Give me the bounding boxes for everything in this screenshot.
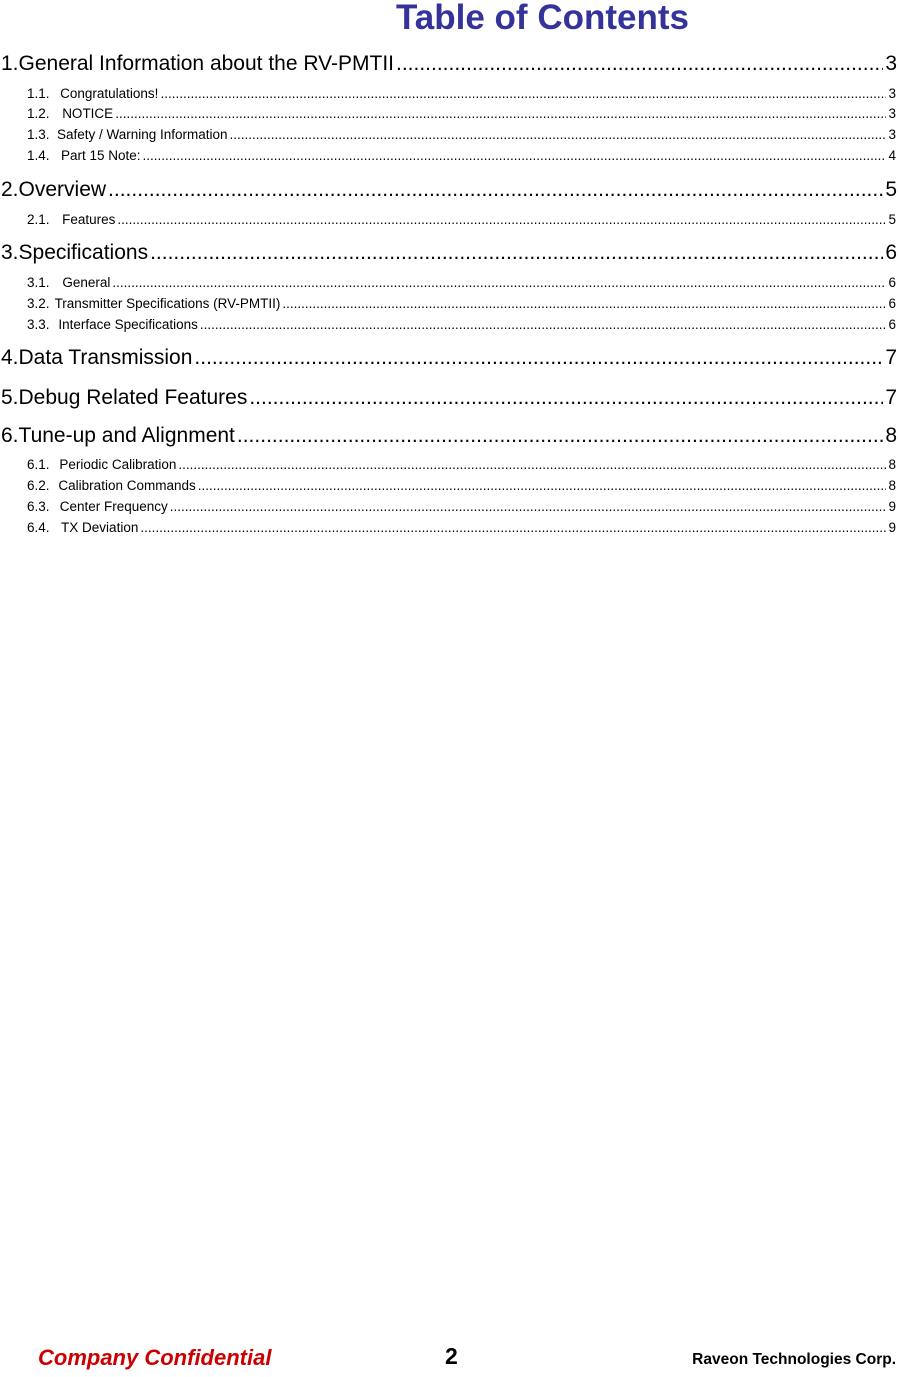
toc-entry-3[interactable]: [0, 241, 897, 267]
toc-entry-label: TX Deviation: [61, 520, 139, 535]
dot-leader: [117, 212, 886, 227]
toc-entry-page: 8: [885, 424, 897, 447]
dot-leader: [396, 52, 883, 76]
dot-leader: [230, 127, 887, 142]
toc-entry-6-3[interactable]: [27, 499, 896, 515]
toc-entry-label: Part 15 Note:: [60, 148, 141, 163]
confidential-notice: Company Confidential: [38, 1345, 272, 1370]
dot-leader: [112, 275, 886, 290]
dot-leader: [170, 499, 887, 514]
toc-entry-4[interactable]: [0, 346, 897, 372]
toc-entry-6-2[interactable]: [27, 478, 896, 494]
toc-entry-number: 2.: [1, 178, 19, 201]
toc-entry-1-1[interactable]: [27, 86, 896, 102]
toc-entry-label: Specifications: [18, 241, 149, 264]
toc-entry-number: 6.3.: [27, 499, 50, 514]
toc-entry-page: 9: [888, 520, 896, 535]
toc-entry-page: 3: [888, 86, 896, 101]
toc-entry-number: 6.4.: [27, 520, 50, 535]
toc-entry-number: 3.2.: [27, 296, 50, 311]
toc-entry-page: 5: [888, 212, 896, 227]
page-title: Table of Contents: [396, 0, 689, 37]
company-name: Raveon Technologies Corp.: [692, 1351, 896, 1368]
dot-leader: [140, 520, 886, 535]
toc-entry-page: 3: [888, 127, 896, 142]
toc-entry-page: 7: [885, 386, 897, 409]
toc-entry-number: 2.1.: [27, 212, 50, 227]
toc-entry-page: 6: [888, 317, 896, 332]
toc-entry-number: 3.1.: [27, 275, 50, 290]
toc-entry-label: Data Transmission: [18, 346, 193, 369]
toc-entry-number: 4.: [1, 346, 19, 369]
toc-entry-label: Features: [62, 212, 116, 227]
toc-entry-3-2[interactable]: [27, 296, 896, 312]
toc-entry-page: 8: [888, 457, 896, 472]
toc-entry-label: General: [62, 275, 111, 290]
toc-entry-number: 1.: [1, 52, 19, 75]
toc-entry-label: Debug Related Features: [18, 386, 248, 409]
toc-entry-label: Overview: [18, 178, 107, 201]
dot-leader: [160, 86, 886, 101]
toc-entry-page: 3: [888, 106, 896, 121]
toc-entry-6-4[interactable]: [27, 520, 896, 536]
toc-entry-label: Tune-up and Alignment: [18, 424, 235, 447]
toc-entry-6-1[interactable]: [27, 457, 896, 473]
toc-entry-3-1[interactable]: [27, 275, 896, 291]
toc-entry-number: 1.3.: [27, 127, 50, 142]
dot-leader: [249, 386, 883, 410]
toc-entry-label: General Information about the RV-PMTII: [18, 52, 394, 75]
toc-entry-number: 1.4.: [27, 148, 50, 163]
toc-entry-number: 6.2.: [27, 478, 50, 493]
toc-entry-page: 3: [885, 52, 897, 75]
toc-entry-label: Calibration Commands: [58, 478, 196, 493]
dot-leader: [150, 241, 883, 265]
toc-entry-page: 5: [885, 178, 897, 201]
toc-entry-number: 6.1.: [27, 457, 50, 472]
toc-entry-2[interactable]: [0, 178, 897, 204]
dot-leader: [200, 317, 887, 332]
dot-leader: [108, 178, 883, 202]
toc-entry-page: 6: [888, 275, 896, 290]
toc-entry-3-3[interactable]: [27, 317, 896, 333]
dot-leader: [142, 148, 886, 163]
toc-entry-page: 7: [885, 346, 897, 369]
toc-entry-page: 8: [888, 478, 896, 493]
toc-entry-page: 9: [888, 499, 896, 514]
toc-entry-label: Interface Specifications: [58, 317, 198, 332]
dot-leader: [115, 106, 886, 121]
dot-leader: [237, 424, 883, 448]
toc-entry-label: Transmitter Specifications (RV-PMTII): [54, 296, 281, 311]
toc-entry-page: 4: [888, 148, 896, 163]
toc-entry-number: 3.3.: [27, 317, 50, 332]
dot-leader: [198, 478, 887, 493]
toc-entry-number: 1.1.: [27, 86, 50, 101]
toc-entry-number: 1.2.: [27, 106, 50, 121]
toc-entry-1-4[interactable]: [27, 148, 896, 164]
toc-entry-page: 6: [885, 241, 897, 264]
toc-entry-1-2[interactable]: [27, 106, 896, 122]
toc-entry-number: 3.: [1, 241, 19, 264]
toc-entry-label: Periodic Calibration: [59, 457, 177, 472]
page-footer: [0, 1343, 898, 1377]
toc-entry-label: Center Frequency: [59, 499, 168, 514]
toc-entry-label: NOTICE: [62, 106, 114, 121]
toc-entry-number: 6.: [1, 424, 19, 447]
dot-leader: [282, 296, 886, 311]
toc-entry-6[interactable]: [0, 424, 897, 450]
toc-entry-label: Congratulations!: [60, 86, 159, 101]
dot-leader: [194, 346, 883, 370]
toc-entry-1-3[interactable]: [27, 127, 896, 143]
toc-entry-page: 6: [888, 296, 896, 311]
toc-entry-2-1[interactable]: [27, 212, 896, 228]
toc-entry-label: Safety / Warning Information: [56, 127, 228, 142]
dot-leader: [178, 457, 886, 472]
toc-entry-1[interactable]: [0, 52, 897, 78]
toc-entry-5[interactable]: [0, 386, 897, 412]
page-number: 2: [445, 1343, 458, 1369]
toc-entry-number: 5.: [1, 386, 19, 409]
